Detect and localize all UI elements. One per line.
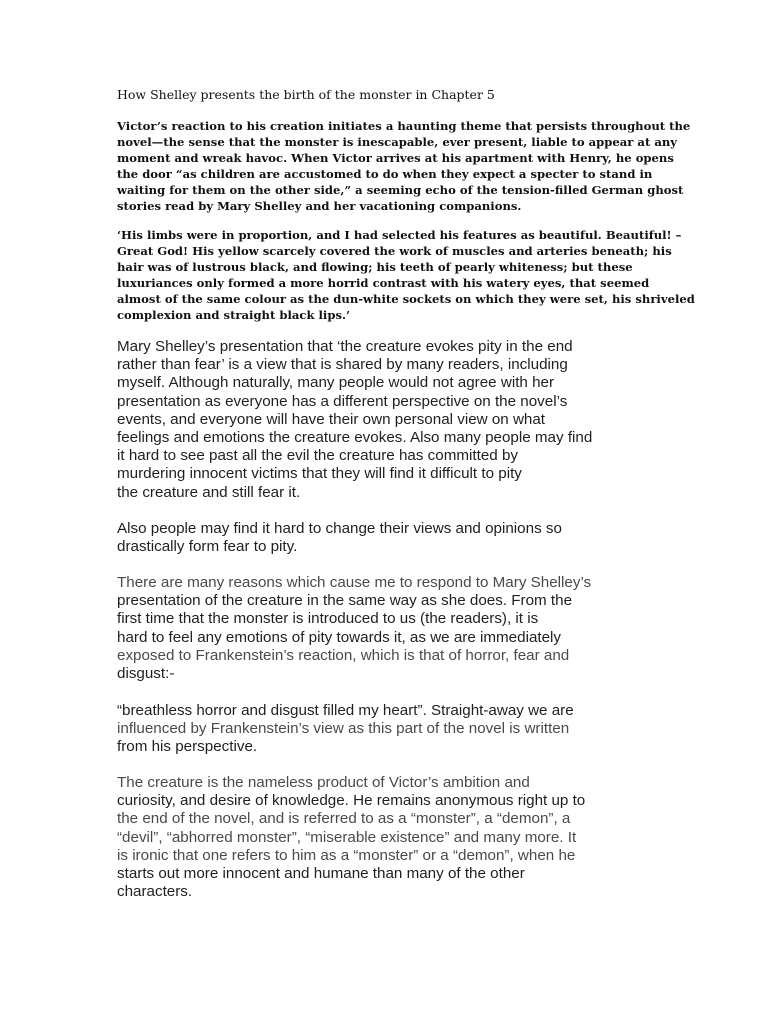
text-line: novel—the sense that the monster is inescapable, ever present, liable to appear at any	[117, 134, 678, 149]
document-heading: How Shelley presents the birth of the monster in Chapter 5	[117, 87, 495, 102]
text-line: ‘His limbs were in proportion, and I had selected his features as beautiful. Beautiful! –	[117, 228, 682, 242]
text-line: starts out more innocent and humane than many of the other	[117, 865, 525, 883]
text-line: “breathless horror and disgust filled my heart”. Straight-away we are	[117, 702, 574, 719]
text-line: waiting for them on the other side,” a seeming echo of the tension-filled German ghost	[117, 182, 684, 197]
text-line: rather than fear’ is a view that is shared by many readers, including	[117, 356, 568, 374]
text-line: exposed to Frankenstein’s reaction, which is that of horror, fear and	[117, 646, 570, 664]
body-paragraph-2	[117, 520, 657, 556]
text-line: “devil”, “abhorred monster”, “miserable existence” and many more. It	[117, 828, 577, 846]
body-paragraph-4	[117, 702, 657, 757]
text-line: curiosity, and desire of knowledge. He remains anonymous right up to	[117, 792, 586, 810]
text-line: the end of the novel, and is referred to as a “monster”, a “demon”, a	[117, 810, 571, 828]
text-line: Mary Shelley’s presentation that ‘the creature evokes pity in the end	[117, 338, 573, 355]
text-line: moment and wreak havoc. When Victor arrives at his apartment with Henry, he opens	[117, 150, 674, 165]
text-line: Great God! His yellow scarcely covered the work of muscles and arteries beneath; his	[117, 243, 672, 258]
text-line: Also people may find it hard to change their views and opinions so	[117, 520, 562, 537]
text-line: feelings and emotions the creature evokes. Also many people may find	[117, 429, 593, 447]
text-line: luxuriances only formed a more horrid contrast with his watery eyes, that seemed	[117, 275, 650, 290]
quote-paragraph	[117, 228, 695, 323]
body-paragraph-5	[117, 774, 657, 901]
text-line: myself. Although naturally, many people would not agree with her	[117, 374, 555, 392]
intro-paragraph	[117, 119, 691, 214]
body-paragraph-3	[117, 574, 657, 683]
body-paragraph-1	[117, 338, 657, 502]
text-line: the door “as children are accustomed to do when they expect a specter to stand in	[117, 166, 653, 181]
text-line: events, and everyone will have their own personal view on what	[117, 410, 546, 428]
text-line: disgust:-	[117, 665, 175, 683]
text-line: hair was of lustrous black, and flowing; his teeth of pearly whiteness; but these	[117, 259, 633, 274]
text-line: influenced by Frankenstein’s view as this part of the novel is written	[117, 720, 570, 738]
text-line: murdering innocent victims that they will find it difficult to pity	[117, 465, 522, 483]
text-line: Victor’s reaction to his creation initiates a haunting theme that persists throughout the	[117, 119, 691, 133]
text-line: characters.	[117, 883, 193, 901]
text-line: There are many reasons which cause me to respond to Mary Shelley’s	[117, 574, 592, 591]
text-line: it hard to see past all the evil the creature has committed by	[117, 447, 518, 465]
text-line: drastically form fear to pity.	[117, 538, 298, 556]
text-line: The creature is the nameless product of Victor’s ambition and	[117, 774, 530, 791]
text-line: complexion and straight black lips.’	[117, 307, 351, 322]
text-line: almost of the same colour as the dun-white sockets on which they were set, his shriveled	[117, 291, 695, 306]
text-line: the creature and still fear it.	[117, 483, 301, 501]
text-line: presentation of the creature in the same way as she does. From the	[117, 592, 573, 610]
text-line: from his perspective.	[117, 738, 258, 756]
text-line: stories read by Mary Shelley and her vacationing companions.	[117, 198, 522, 213]
text-line: first time that the monster is introduced to us (the readers), it is	[117, 610, 539, 628]
text-line: hard to feel any emotions of pity towards it, as we are immediately	[117, 628, 562, 646]
text-line: is ironic that one refers to him as a “monster” or a “demon”, when he	[117, 846, 576, 864]
text-line: presentation as everyone has a different perspective on the novel’s	[117, 392, 568, 410]
